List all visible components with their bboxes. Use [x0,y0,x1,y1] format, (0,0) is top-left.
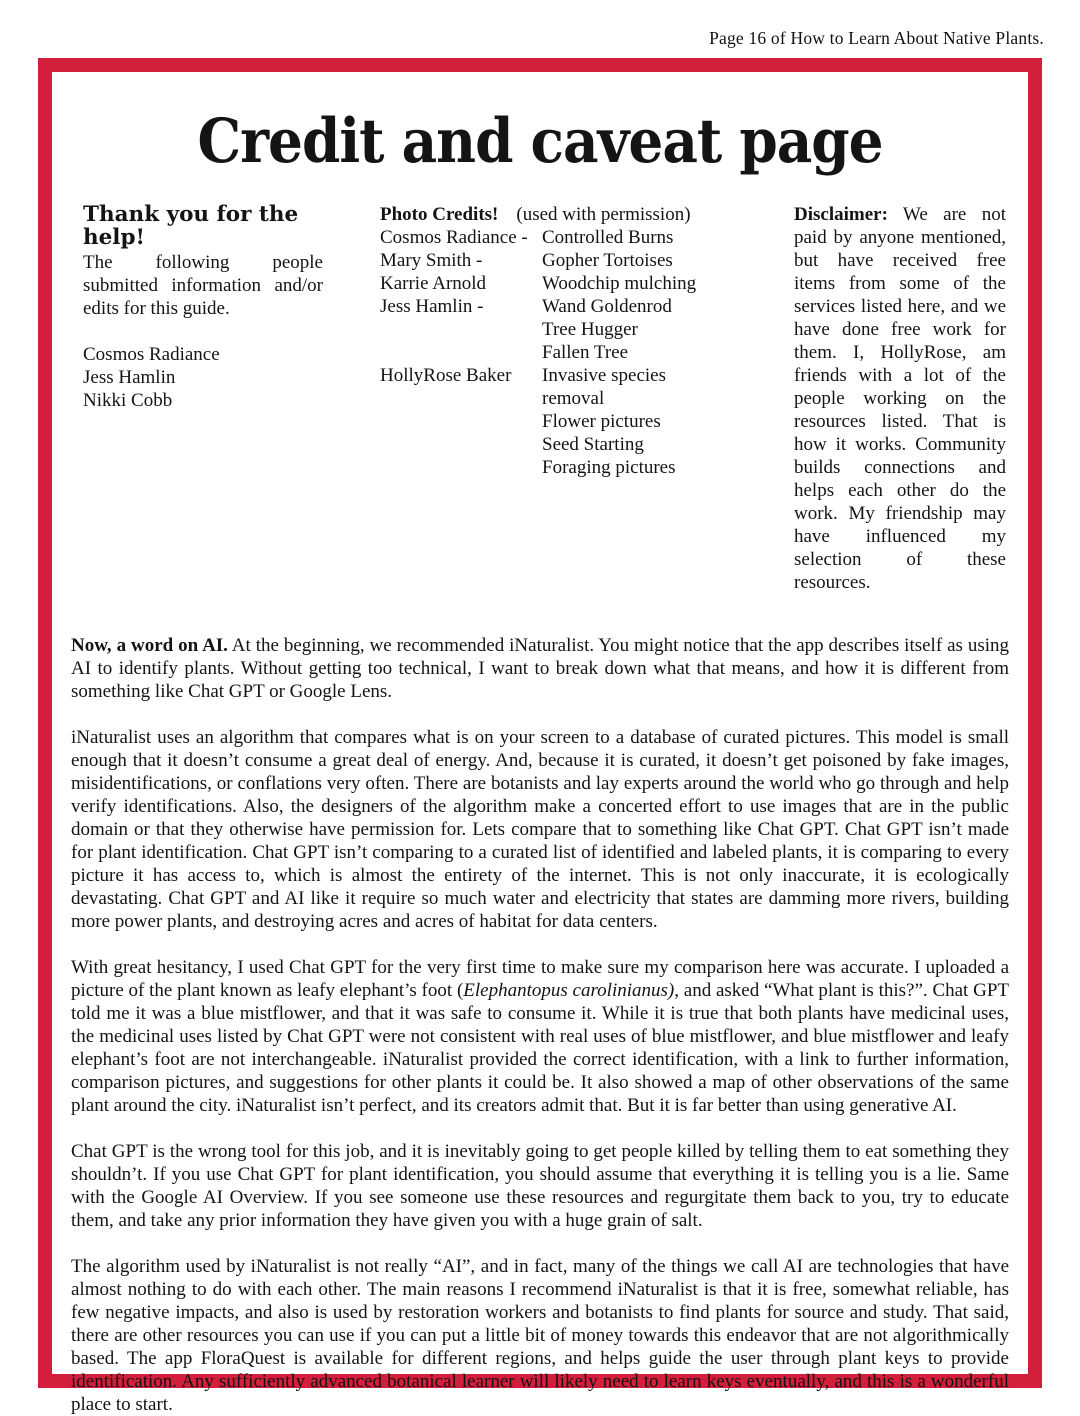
photo-credit-row [380,295,732,318]
paragraph-inaturalist-algorithm: iNaturalist uses an algorithm that compares what is on your screen to a database of curated pictures. This model is small enough that it doesn’t consume a great deal of energy. And, because it is curated, it doesn’t get poisoned by fake images, misidentifications, or conflations very often. There are botanists and lay experts around the world who go through and help verify identifications. Also, the designers of the algorithm make a concerted effort to use images that are in the public domain or that they otherwise have permission for. Lets compare that to something like Chat GPT. Chat GPT isn’t made for plant identification. Chat GPT isn’t comparing to a curated list of identified and labeled plants, it is comparing to every picture it has access to, which is almost the entirety of the internet. This is not only inaccurate, it is ecologically devastating. Chat GPT and AI like it require so much water and electricity that states are damming more rivers, building more power plants, and destroying acres and acres of habitat for data centers. [71,727,1009,932]
photo-credits-heading-row [380,203,732,226]
page-number-header: Page 16 of How to Learn About Native Plants. [709,28,1044,48]
photo-credit-title: Tree Hugger [542,319,638,340]
paragraph-ai-intro [71,634,1009,703]
photo-credit-row [380,433,732,456]
photo-credit-row [380,272,732,295]
photo-credit-title: Gopher Tortoises [542,250,673,271]
thanks-body: The following people submitted information and/or edits for this guide. [83,252,323,319]
paragraph-chatgpt-test [71,956,1009,1117]
photo-credit-title: Fallen Tree [542,342,629,363]
photo-credit-name [380,456,542,479]
disclaimer-text [794,203,1006,594]
photo-credit-title: Woodchip mulching [542,273,697,294]
photo-credit-name: Jess Hamlin - [380,296,484,317]
thanks-heading: Thank you for the help! [83,202,299,250]
disclaimer-label: Disclaimer: [794,204,888,225]
page-title: Credit and caveat page [197,106,883,177]
photo-credit-row [380,226,732,249]
paragraph-text: , and asked “What plant is this?”. Chat GPT told me it was a blue mistflower, and that it was safe to consume it. While it is true that both plants have medicinal uses, the medicinal uses listed by Chat GPT were not consistent with real uses of blue mistflower, and blue mistflower and leafy elephant’s foot are not interchangeable. iNaturalist provided the correct identification, with a link to further information, comparison pictures, and suggestions for other plants it could be. It also showed a map of other observations of the same plant around the city. iNaturalist isn’t perfect, and its creators admit that. But it is far better than using generative AI. [71,980,1009,1116]
photo-credit-row [380,341,732,364]
disclaimer-column [794,203,1006,594]
credits-columns [57,203,1023,594]
photo-credit-name: Mary Smith - [380,250,483,271]
photo-credit-name [380,341,542,364]
photo-credit-row [380,249,732,272]
photo-credit-title: Foraging pictures [542,457,676,478]
thanks-names-list [83,343,323,412]
photo-credit-title: Wand Goldenrod [542,296,672,317]
paragraph-text: With great hesitancy, I used Chat GPT for the very first time to make sure my comparison here was accurate. I uploaded a picture of the plant known as leafy elephant’s foot ( [71,957,1009,1001]
page-red-frame [38,58,1042,1415]
photo-credit-name [380,433,542,456]
paragraph-wrong-tool: Chat GPT is the wrong tool for this job, and it is inevitably going to get people killed by telling them to eat something they shouldn’t. If you use Chat GPT for plant identification, you should assume that everything it is telling you is a lie. Same with the Google AI Overview. If you see someone use these resources and regurgitate them back to you, try to educate them, and take any prior information they have given you with a huge grain of salt. [71,1141,1009,1231]
photo-credit-title: Invasive species removal [542,365,666,409]
photo-credit-row [380,318,732,341]
photo-credits-heading: Photo Credits! [380,204,499,225]
paragraph-not-really-ai: The algorithm used by iNaturalist is not really “AI”, and in fact, many of the things we call AI are technologies that have almost nothing to do with each other. The main reasons I recommend iNaturalist is that it is free, somewhat reliable, has few negative impacts, and also is used by restoration workers and botanists to find plants for source and study. That said, there are other resources you can use if you can put a little bit of money towards this endeavor that are not algorithmically based. The app FloraQuest is available for different regions, and helps guide the user through plant keys to provide identification. Any sufficiently advanced botanical learner will likely need to learn keys eventually, and this is a wonderful place to start. [71,1256,1009,1415]
photo-credits-note: (used with permission) [516,204,691,225]
contributor-name: Jess Hamlin [83,367,176,388]
contributor-name: Cosmos Radiance [83,344,220,365]
paragraph-lead: Now, a word on AI. [71,635,228,656]
thanks-column [83,203,323,412]
photo-credit-title: Controlled Burns [542,227,674,248]
photo-credits-column [380,203,732,479]
photo-credit-row [380,410,732,433]
photo-credit-title: Seed Starting [542,434,644,455]
paragraph-text: At the beginning, we recommended iNaturalist. You might notice that the app describes itself as using AI to identify plants. Without getting too technical, I want to break down what that means, and how it is different from something like Chat GPT or Google Lens. [71,635,1009,702]
photo-credit-name [380,318,542,341]
photo-credit-row [380,456,732,479]
body-copy [71,634,1009,1416]
contributor-name: Nikki Cobb [83,390,173,411]
photo-credit-name: HollyRose Baker [380,365,512,386]
photo-credit-name: Cosmos Radiance - [380,227,528,248]
photo-credit-title: Flower pictures [542,411,661,432]
disclaimer-body: We are not paid by anyone mentioned, but have received free items from some of the services listed here, and we have done free work for them. I, HollyRose, am friends with a lot of the people working on the resources listed. That is how it works. Community builds connections and helps each other do the work. My friendship may have influenced my selection of these resources. [794,204,1006,593]
photo-credit-row [380,364,732,410]
photo-credit-name [380,410,542,433]
photo-credit-name: Karrie Arnold [380,273,487,294]
latin-species-name: Elephantopus carolinianus) [463,980,675,1001]
